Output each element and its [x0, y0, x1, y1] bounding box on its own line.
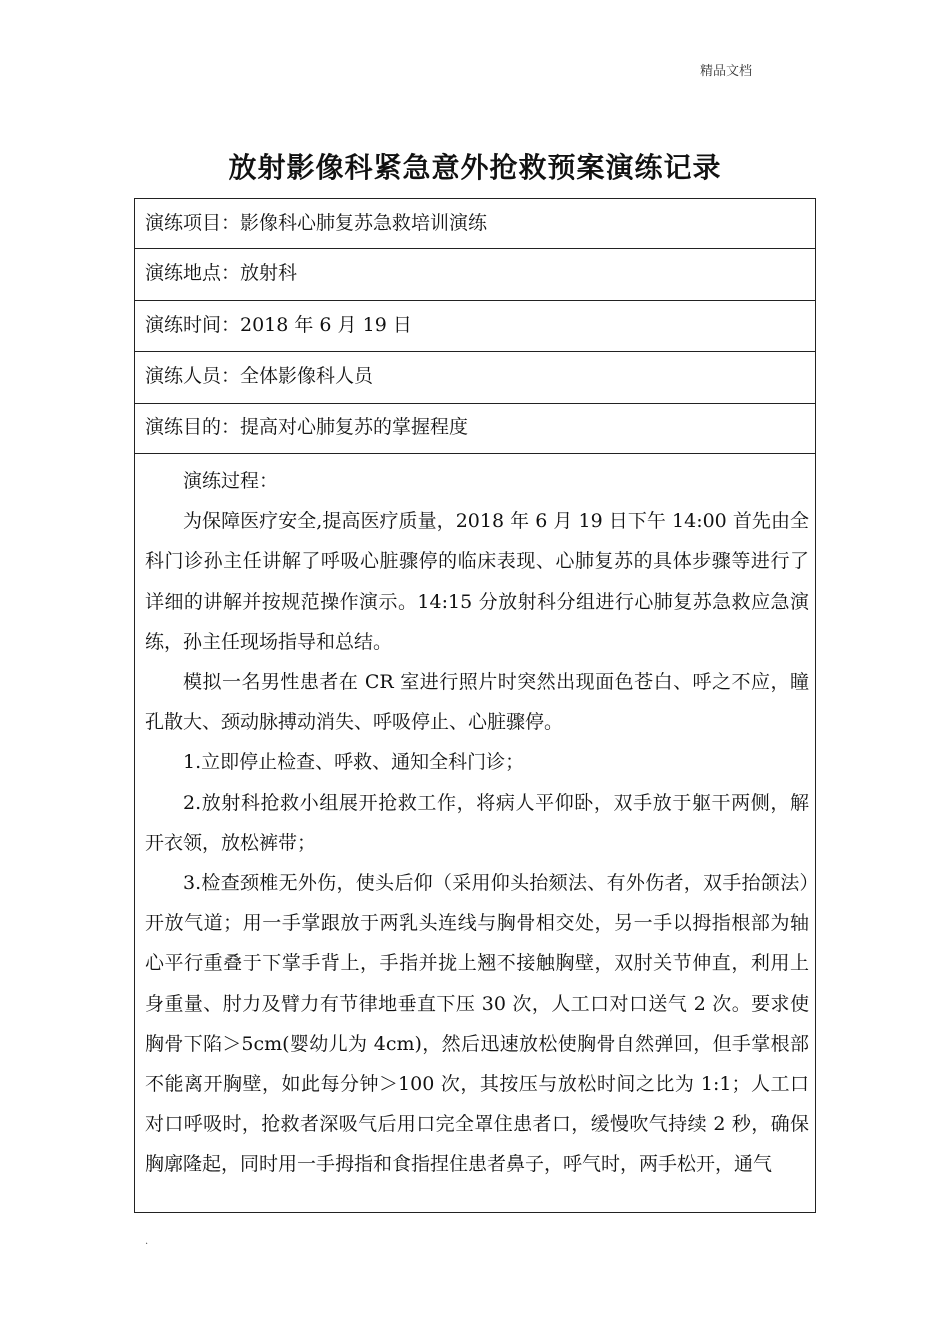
drill-record-table — [134, 198, 816, 1213]
drill-personnel-text: 演练人员：全体影像科人员 — [145, 365, 374, 387]
drill-time-text: 演练时间：2018 年 6 月 19 日 — [145, 314, 412, 336]
drill-purpose-text: 演练目的：提高对心肺复苏的掌握程度 — [145, 416, 469, 438]
drill-project-text: 演练项目：影像科心肺复苏急救培训演练 — [145, 212, 488, 234]
process-step-3: 3.检查颈椎无外伤，使头后仰（采用仰头抬颏法、有外伤者，双手抬颌法）开放气道；用一手掌跟放于两乳头连线与胸骨相交处，另一手以拇指根部为轴心平行重叠于下掌手背上，手指并拢上翘不接触胸壁，双肘关节伸直，利用上身重量、肘力及臂力有节律地垂直下压 30 次，人工口对口送气 2 次。要求使胸骨下陷＞5cm(婴幼儿为 4cm)，然后迅速放松使胸骨自然弹回，但手掌根部不能离开胸壁，如此每分钟＞100 次，其按压与放松时间之比为 1:1；人工口对口呼吸时，抢救者深吸气后用口完全罩住患者口，缓慢吹气持续 2 秒，确保胸廓隆起，同时用一手拇指和食指捏住患者鼻子，呼气时，两手松开，通气 — [145, 872, 809, 1176]
table-row-time — [135, 301, 815, 352]
process-heading: 演练过程： — [183, 470, 279, 492]
table-row-location — [135, 249, 815, 301]
process-step-1: 1.立即停止检查、呼救、通知全科门诊； — [183, 751, 525, 774]
table-row-personnel — [135, 352, 815, 404]
header-watermark: 精品文档 — [700, 64, 753, 79]
drill-location-text: 演练地点：放射科 — [145, 262, 298, 284]
document-title: 放射影像科紧急意外抢救预案演练记录 — [228, 151, 722, 184]
drill-process-section — [135, 454, 815, 1214]
footer-mark: . — [145, 1236, 149, 1247]
table-row-project — [135, 199, 815, 249]
table-row-purpose — [135, 404, 815, 454]
process-step-2: 2.放射科抢救小组展开抢救工作，将病人平仰卧，双手放于躯干两侧，解开衣领，放松裤带； — [145, 791, 809, 854]
process-paragraph-intro: 为保障医疗安全,提高医疗质量，2018 年 6 月 19 日下午 14:00 首先由全科门诊孙主任讲解了呼吸心脏骤停的临床表现、心肺复苏的具体步骤等进行了详细的讲解并按规范操作演示。14:15 分放射科分组进行心肺复苏急救应急演练，孙主任现场指导和总结。 — [145, 510, 809, 653]
process-paragraph-scenario: 模拟一名男性患者在 CR 室进行照片时突然出现面色苍白、呼之不应，瞳孔散大、颈动脉搏动消失、呼吸停止、心脏骤停。 — [145, 671, 809, 734]
